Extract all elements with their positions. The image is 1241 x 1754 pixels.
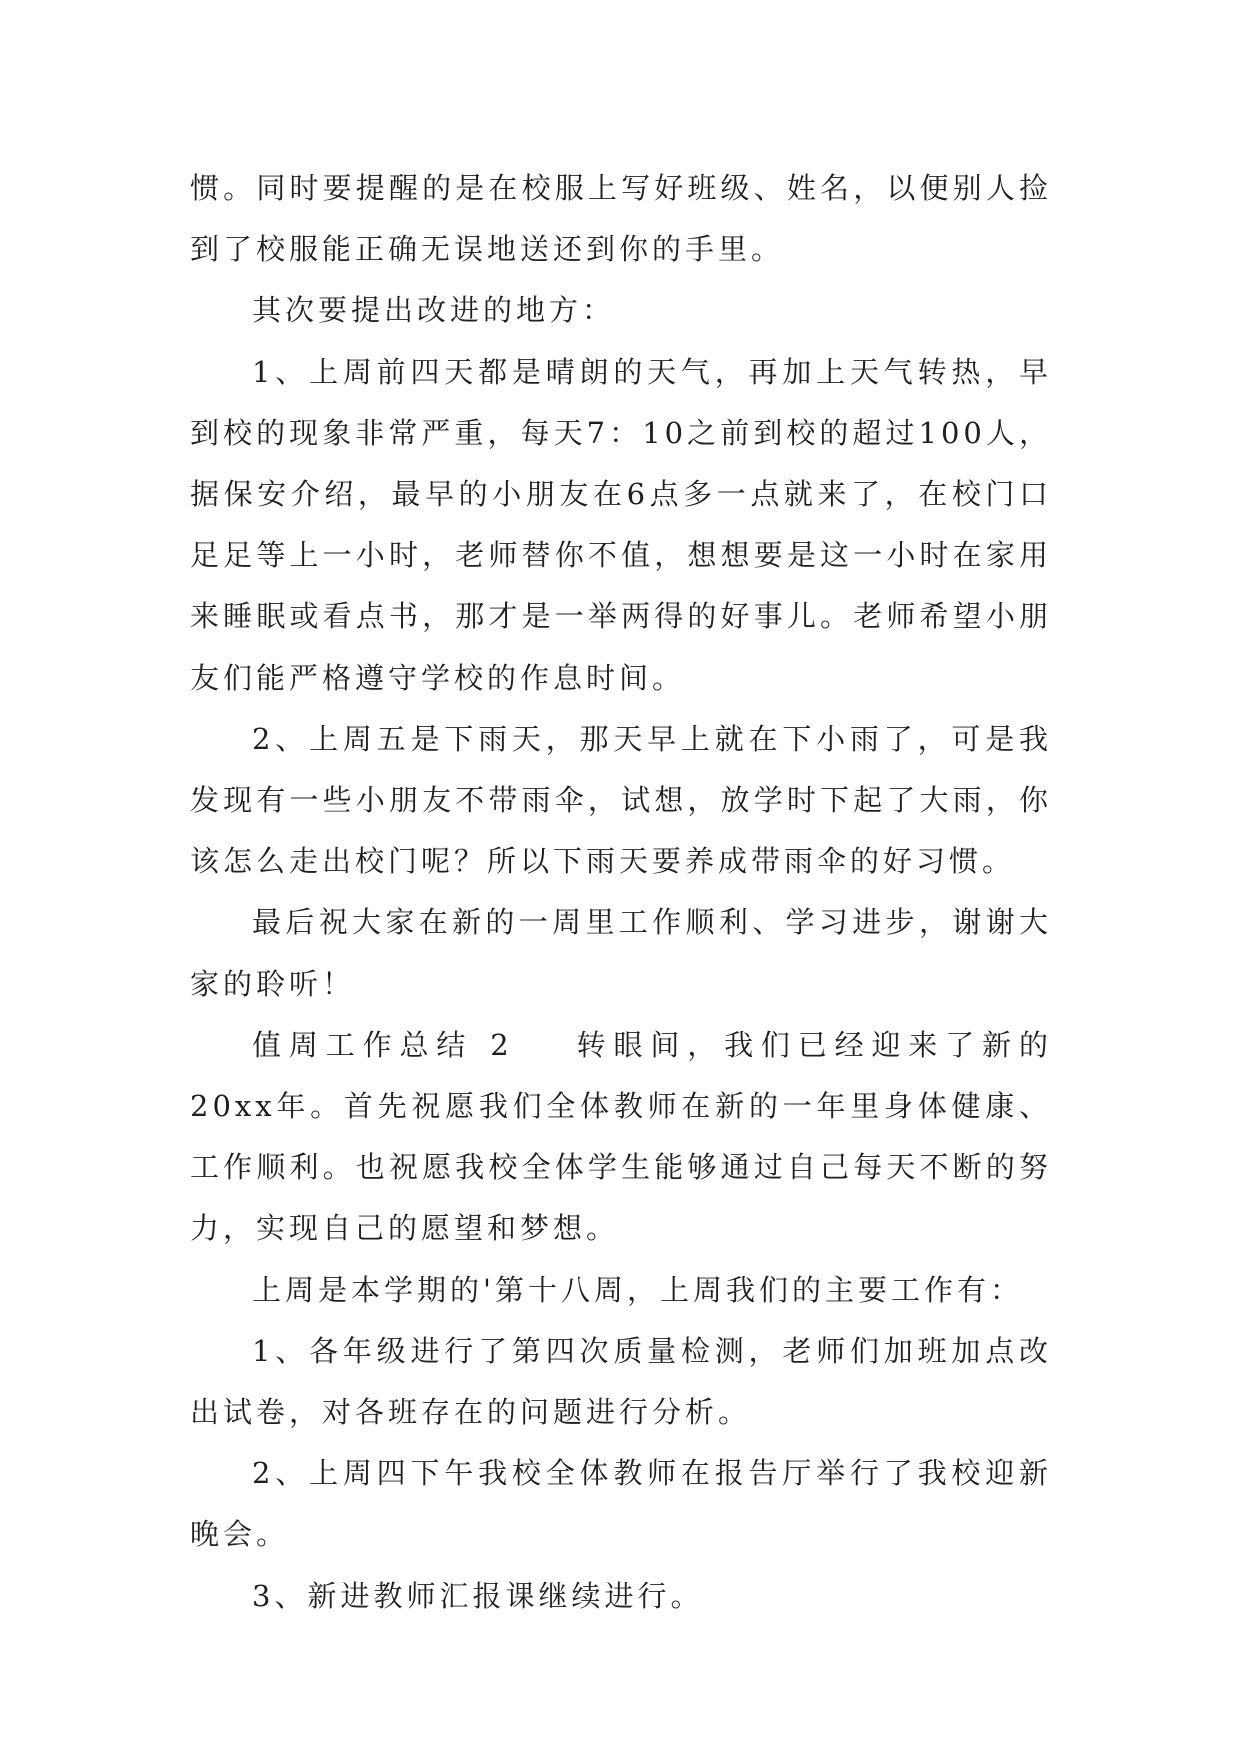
paragraph: 上周是本学期的'第十八周，上周我们的主要工作有： bbox=[252, 1272, 1023, 1307]
paragraph: 惯。同时要提醒的是在校服上写好班级、姓名，以便别人捡到了校服能正确无误地送还到你的手里。 bbox=[190, 171, 1052, 267]
paragraph: 其次要提出改进的地方： bbox=[252, 293, 616, 328]
paragraph-text: 转眼间，我们已经迎来了新的20xx年。首先祝愿我们全体教师在新的一年里身体健康、工作顺利。也祝愿我校全体学生能够通过自己每天不断的努力，实现自己的愿望和梦想。 bbox=[190, 1027, 1052, 1246]
paragraph: 2、上周四下午我校全体教师在报告厅举行了我校迎新晚会。 bbox=[190, 1456, 1052, 1552]
section-heading: 值周工作总结 2 bbox=[252, 1027, 513, 1062]
paragraph: 最后祝大家在新的一周里工作顺利、学习进步，谢谢大家的聆听！ bbox=[190, 905, 1052, 1001]
document-body bbox=[190, 158, 1052, 1627]
section-paragraph bbox=[190, 1015, 1052, 1260]
paragraph: 3、新进教师汇报课继续进行。 bbox=[252, 1578, 704, 1613]
paragraph: 1、各年级进行了第四次质量检测，老师们加班加点改出试卷，对各班存在的问题进行分析。 bbox=[190, 1333, 1052, 1430]
paragraph: 1、上周前四天都是晴朗的天气，再加上天气转热，早到校的现象非常严重，每天7：10之前到校的超过100人，据保安介绍，最早的小朋友在6点多一点就来了，在校门口足足等上一小时，老师替你不值，想想要是这一小时在家用来睡眠或看点书，那才是一举两得的好事儿。老师希望小朋友们能严格遵守学校的作息时间。 bbox=[190, 354, 1052, 695]
paragraph: 2、上周五是下雨天，那天早上就在下小雨了，可是我发现有一些小朋友不带雨伞，试想，放学时下起了大雨，你该怎么走出校门呢？所以下雨天要养成带雨伞的好习惯。 bbox=[190, 721, 1052, 879]
